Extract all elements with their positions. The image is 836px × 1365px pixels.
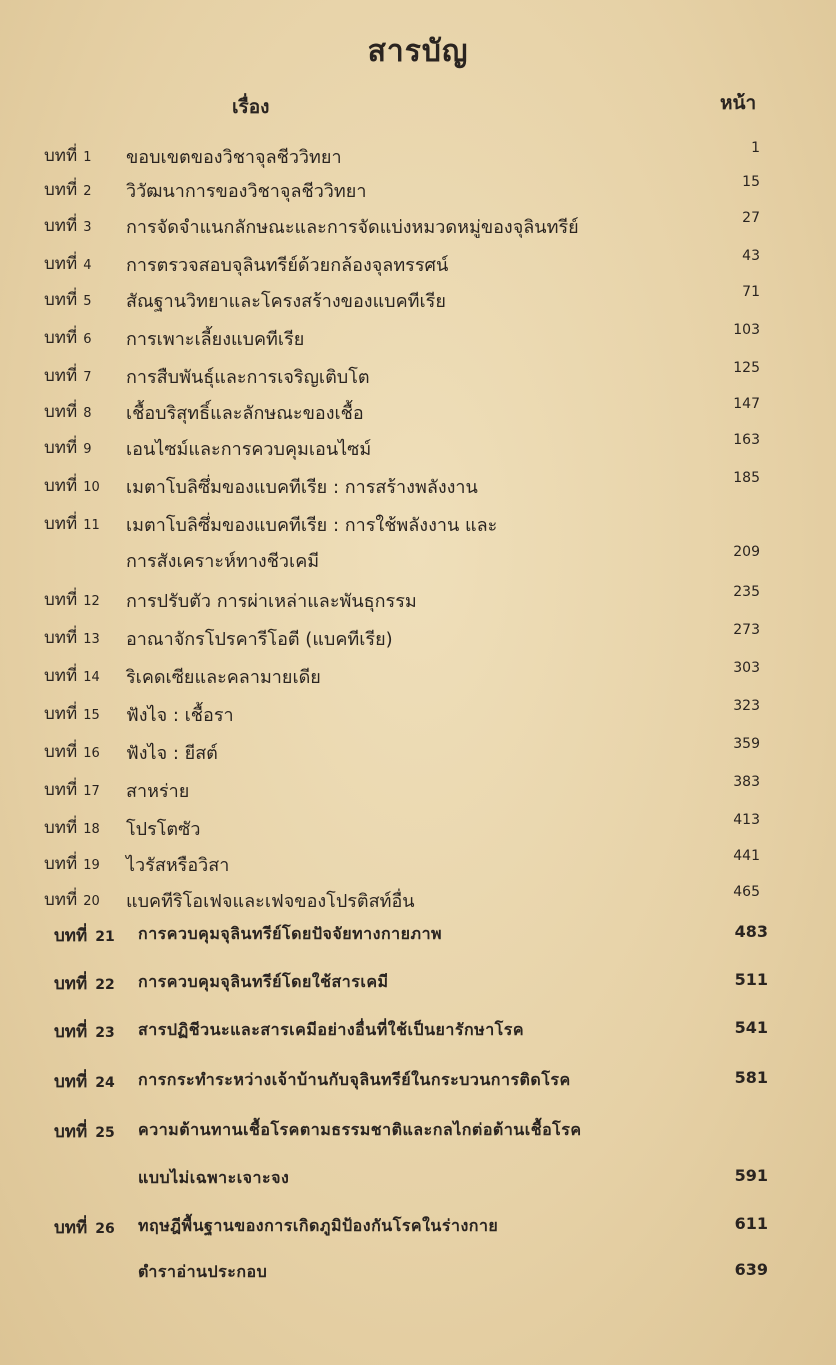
- chapter-number: 1: [83, 150, 92, 165]
- page-number: 1: [751, 140, 760, 156]
- toc-row: [0, 434, 836, 464]
- chapter-number: 9: [83, 442, 92, 457]
- topic-header: เรื่อง: [232, 96, 270, 118]
- toc-row: [0, 212, 836, 242]
- page-number: 303: [733, 660, 760, 676]
- page-number: 125: [733, 360, 760, 376]
- chapter-title: แบคทีริโอเฟจและเฟจของโปรติสท์อื่น: [126, 891, 415, 912]
- toc-title: สารบัญ: [367, 34, 469, 69]
- chapter-label: [44, 250, 91, 277]
- chapter-word: บทที่: [44, 742, 78, 762]
- chapter-label: [44, 624, 100, 651]
- chapter-title: การจัดจำแนกลักษณะและการจัดแบ่งหมวดหมู่ของจุลินทรีย์: [126, 217, 579, 238]
- toc-row: [0, 886, 836, 916]
- toc-row: [0, 1118, 836, 1148]
- page-number: 359: [733, 736, 760, 752]
- toc-row: [0, 776, 836, 806]
- chapter-label: [54, 1018, 115, 1045]
- chapter-label: [44, 814, 100, 841]
- chapter-word: บทที่: [44, 666, 78, 686]
- chapter-number: 20: [83, 894, 100, 909]
- page-number: 323: [733, 698, 760, 714]
- page-number: 43: [742, 248, 760, 264]
- toc-row: [0, 624, 836, 654]
- chapter-word: บทที่: [44, 476, 78, 496]
- chapter-label: [44, 434, 91, 461]
- page-number: 465: [733, 884, 760, 900]
- chapter-word: บทที่: [44, 146, 78, 166]
- chapter-number: 8: [83, 406, 92, 421]
- chapter-label: [44, 510, 100, 537]
- chapter-title: ทฤษฎีพื้นฐานของการเกิดภูมิป้องกันโรคในร่างกาย: [138, 1216, 499, 1235]
- chapter-label: [44, 324, 91, 351]
- chapter-number: 4: [83, 258, 92, 273]
- chapter-word: บทที่: [44, 328, 78, 348]
- toc-row: [0, 1214, 836, 1244]
- chapter-label: [54, 970, 115, 997]
- chapter-label: [44, 362, 91, 389]
- chapter-title: การตรวจสอบจุลินทรีย์ด้วยกล้องจุลทรรศน์: [126, 255, 449, 276]
- chapter-word: บทที่: [44, 890, 78, 910]
- chapter-title: เมตาโบลิซึ่มของแบคทีเรีย : การสร้างพลังงาน: [126, 477, 478, 498]
- chapter-label: [44, 472, 100, 499]
- page-number: 639: [734, 1260, 768, 1279]
- chapter-title: สารปฏิชีวนะและสารเคมีอย่างอื่นที่ใช้เป็นยารักษาโรค: [138, 1020, 525, 1039]
- chapter-word: บทที่: [54, 926, 88, 946]
- chapter-label: [44, 850, 100, 877]
- chapter-number: 12: [83, 594, 100, 609]
- chapter-label: [54, 1068, 115, 1095]
- chapter-word: บทที่: [44, 628, 78, 648]
- chapter-number: 2: [83, 184, 92, 199]
- chapter-word: บทที่: [54, 1072, 88, 1092]
- toc-row: [0, 362, 836, 392]
- chapter-number: 21: [95, 929, 115, 945]
- toc-row: [0, 1068, 836, 1098]
- toc-row: [0, 176, 836, 206]
- toc-row: [0, 738, 836, 768]
- page-number: 581: [734, 1068, 768, 1087]
- chapter-word: บทที่: [44, 254, 78, 274]
- chapter-title: ริเคดเซียและคลามายเดีย: [126, 667, 321, 688]
- chapter-word: บทที่: [54, 1218, 88, 1238]
- chapter-number: 17: [83, 784, 100, 799]
- page-number: 185: [733, 470, 760, 486]
- toc-row: [0, 250, 836, 280]
- chapter-title: ไวรัสหรือวิสา: [126, 855, 230, 876]
- chapter-label: [44, 398, 91, 425]
- toc-row: [0, 510, 836, 540]
- toc-row: [0, 1018, 836, 1048]
- chapter-title: วิวัฒนาการของวิชาจุลชีววิทยา: [126, 181, 367, 202]
- chapter-word: บทที่: [54, 974, 88, 994]
- toc-row-continuation: [0, 1166, 836, 1196]
- chapter-title: การควบคุมจุลินทรีย์โดยปัจจัยทางกายภาพ: [138, 924, 443, 943]
- chapter-number: 16: [83, 746, 100, 761]
- chapter-word: บทที่: [44, 366, 78, 386]
- chapter-label: [44, 886, 100, 913]
- page-number: 163: [733, 432, 760, 448]
- toc-row: [0, 398, 836, 428]
- page-number: 383: [733, 774, 760, 790]
- toc-row: [0, 970, 836, 1000]
- chapter-title: เชื้อบริสุทธิ์และลักษณะของเชื้อ: [126, 403, 364, 424]
- toc-row: [0, 922, 836, 952]
- chapter-word: บทที่: [44, 216, 78, 236]
- chapter-number: 5: [83, 294, 92, 309]
- chapter-title-continued: แบบไม่เฉพาะเจาะจง: [138, 1168, 290, 1187]
- toc-row-references: [0, 1260, 836, 1290]
- page-number: 103: [733, 322, 760, 338]
- chapter-title: ความต้านทานเชื้อโรคตามธรรมชาติและกลไกต่อต้านเชื้อโรค: [138, 1120, 582, 1139]
- chapter-number: 15: [83, 708, 100, 723]
- chapter-label: [44, 700, 100, 727]
- page-number: 483: [734, 922, 768, 941]
- chapter-title: เมตาโบลิซึ่มของแบคทีเรีย : การใช้พลังงาน และ: [126, 515, 498, 536]
- page-number: 27: [742, 210, 760, 226]
- chapter-word: บทที่: [44, 590, 78, 610]
- chapter-title: การเพาะเลี้ยงแบคทีเรีย: [126, 329, 305, 350]
- chapter-word: บทที่: [44, 854, 78, 874]
- chapter-title: สาหร่าย: [126, 781, 190, 802]
- chapter-label: [54, 922, 115, 949]
- chapter-title: การกระทำระหว่างเจ้าบ้านกับจุลินทรีย์ในกระบวนการติดโรค: [138, 1070, 571, 1089]
- chapter-number: 13: [83, 632, 100, 647]
- chapter-word: บทที่: [44, 780, 78, 800]
- chapter-word: บทที่: [44, 818, 78, 838]
- toc-row: [0, 814, 836, 844]
- chapter-label: [44, 586, 100, 613]
- chapter-title: เอนไซม์และการควบคุมเอนไซม์: [126, 439, 372, 460]
- references-title: ตำราอ่านประกอบ: [138, 1262, 268, 1281]
- toc-row: [0, 662, 836, 692]
- chapter-word: บทที่: [54, 1122, 88, 1142]
- chapter-word: บทที่: [44, 704, 78, 724]
- chapter-title: การปรับตัว การผ่าเหล่าและพันธุกรรม: [126, 591, 417, 612]
- chapter-number: 26: [95, 1221, 115, 1237]
- page-header: หน้า: [720, 92, 757, 114]
- page-number: 511: [734, 970, 768, 989]
- toc-row: [0, 850, 836, 880]
- chapter-label: [44, 662, 100, 689]
- page-number: 273: [733, 622, 760, 638]
- chapter-label: [44, 176, 91, 203]
- toc-row: [0, 472, 836, 502]
- toc-row: [0, 142, 836, 172]
- chapter-word: บทที่: [44, 180, 78, 200]
- chapter-number: 25: [95, 1125, 115, 1141]
- page-number: 591: [734, 1166, 768, 1185]
- chapter-number: 24: [95, 1075, 115, 1091]
- toc-row: [0, 324, 836, 354]
- chapter-title: สัณฐานวิทยาและโครงสร้างของแบคทีเรีย: [126, 291, 446, 312]
- toc-row: [0, 700, 836, 730]
- page-number: 235: [733, 584, 760, 600]
- chapter-number: 3: [83, 220, 92, 235]
- chapter-word: บทที่: [54, 1022, 88, 1042]
- chapter-word: บทที่: [44, 438, 78, 458]
- chapter-number: 23: [95, 1025, 115, 1041]
- chapter-number: 22: [95, 977, 115, 993]
- chapter-title: การสืบพันธุ์และการเจริญเติบโต: [126, 367, 370, 388]
- chapter-title-continued: การสังเคราะห์ทางชีวเคมี: [126, 551, 320, 572]
- chapter-word: บทที่: [44, 514, 78, 534]
- page-number: 71: [742, 284, 760, 300]
- toc-row-continuation: [0, 546, 836, 576]
- chapter-number: 19: [83, 858, 100, 873]
- chapter-number: 18: [83, 822, 100, 837]
- chapter-title: ฟังไจ : เชื้อรา: [126, 705, 234, 726]
- page-number: 15: [742, 174, 760, 190]
- chapter-number: 10: [83, 480, 100, 495]
- chapter-title: ขอบเขตของวิชาจุลชีววิทยา: [126, 147, 342, 168]
- chapter-label: [44, 142, 91, 169]
- page-number: 441: [733, 848, 760, 864]
- chapter-number: 11: [83, 518, 100, 533]
- page-number: 147: [733, 396, 760, 412]
- chapter-title: โปรโตซัว: [126, 819, 201, 840]
- chapter-title: อาณาจักรโปรคารีโอตี (แบคทีเรีย): [126, 629, 393, 650]
- toc-row: [0, 586, 836, 616]
- page-number: 611: [734, 1214, 768, 1233]
- chapter-label: [54, 1214, 115, 1241]
- chapter-label: [44, 286, 91, 313]
- chapter-number: 7: [83, 370, 92, 385]
- page-number: 413: [733, 812, 760, 828]
- toc-row: [0, 286, 836, 316]
- page-number: 209: [733, 544, 760, 560]
- chapter-label: [54, 1118, 115, 1145]
- chapter-label: [44, 212, 91, 239]
- chapter-number: 14: [83, 670, 100, 685]
- chapter-label: [44, 738, 100, 765]
- chapter-word: บทที่: [44, 290, 78, 310]
- chapter-label: [44, 776, 100, 803]
- chapter-title: ฟังไจ : ยีสต์: [126, 743, 218, 764]
- chapter-title: การควบคุมจุลินทรีย์โดยใช้สารเคมี: [138, 972, 389, 991]
- chapter-word: บทที่: [44, 402, 78, 422]
- page-number: 541: [734, 1018, 768, 1037]
- chapter-number: 6: [83, 332, 92, 347]
